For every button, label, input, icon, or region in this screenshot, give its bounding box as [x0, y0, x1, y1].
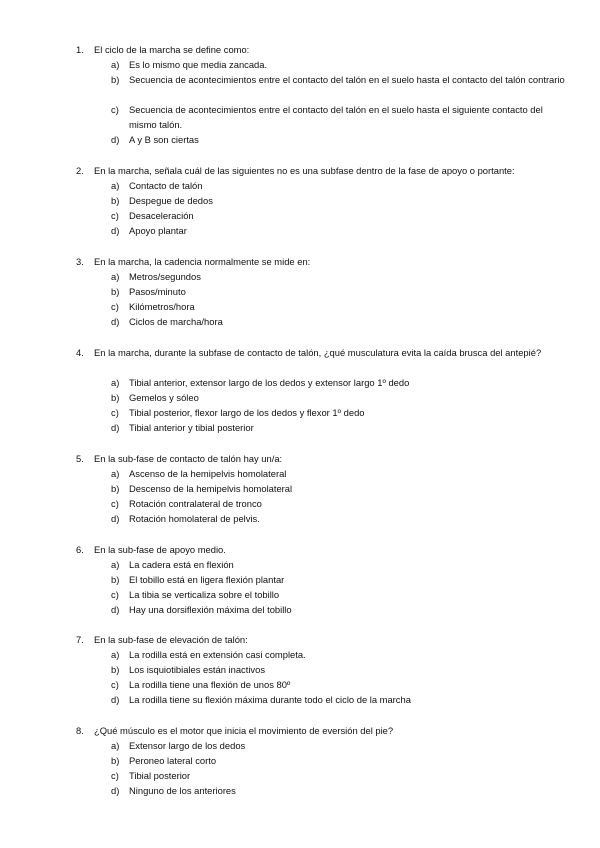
option-b [0, 72, 600, 102]
option-d [0, 420, 600, 435]
question-line [0, 723, 600, 738]
option-c [0, 768, 600, 783]
option-label: a) [111, 180, 120, 191]
option-label: d) [111, 694, 120, 705]
question-number: 3. [76, 256, 84, 267]
question-number: 7. [76, 634, 84, 645]
question-6 [0, 542, 600, 617]
option-text: Hay una dorsiflexión máxima del tobillo [129, 604, 292, 615]
option-label: b) [111, 286, 120, 297]
option-text: Tibial posterior [129, 770, 191, 781]
option-c [0, 102, 600, 132]
option-label: c) [111, 407, 119, 418]
question-number: 5. [76, 453, 84, 464]
option-text: Ciclos de marcha/hora [129, 316, 223, 327]
option-c [0, 587, 600, 602]
option-d [0, 783, 600, 798]
option-label: b) [111, 74, 120, 85]
question-1 [0, 42, 600, 147]
question-3 [0, 254, 600, 329]
option-text: Ninguno de los anteriores [129, 785, 236, 796]
question-line [0, 42, 600, 57]
option-text: El tobillo está en ligera flexión plantar [129, 574, 285, 585]
option-text: Secuencia de acontecimientos entre el contacto del talón en el suelo hasta el contacto del talón contrario [129, 74, 565, 85]
option-d [0, 692, 600, 707]
option-a [0, 466, 600, 481]
option-label: a) [111, 468, 120, 479]
question-5 [0, 451, 600, 526]
question-7 [0, 632, 600, 707]
option-label: b) [111, 483, 120, 494]
option-label: d) [111, 316, 120, 327]
question-4 [0, 345, 600, 435]
option-text: Los isquiotibiales están inactivos [129, 664, 266, 675]
option-c [0, 405, 600, 420]
option-text: Peroneo lateral corto [129, 755, 217, 766]
question-8 [0, 723, 600, 798]
option-label: c) [111, 498, 119, 509]
option-b [0, 390, 600, 405]
option-label: a) [111, 271, 120, 282]
option-b [0, 481, 600, 496]
question-number: 6. [76, 544, 84, 555]
option-label: d) [111, 513, 120, 524]
question-text: En la sub-fase de apoyo medio. [94, 544, 226, 555]
option-text: Gemelos y sóleo [129, 392, 199, 403]
option-b [0, 284, 600, 299]
option-label: c) [111, 679, 119, 690]
option-text: A y B son ciertas [129, 134, 199, 145]
option-text: Pasos/minuto [129, 286, 186, 297]
option-a [0, 57, 600, 72]
question-number: 4. [76, 347, 84, 358]
question-line [0, 542, 600, 557]
option-d [0, 223, 600, 238]
question-text: ¿Qué músculo es el motor que inicia el movimiento de eversión del pie? [94, 725, 394, 736]
option-label: b) [111, 755, 120, 766]
option-text: Desaceleración [129, 210, 194, 221]
option-text: Tibial posterior, flexor largo de los dedos y flexor 1º dedo [129, 407, 365, 418]
option-text: Kilómetros/hora [129, 301, 195, 312]
option-label: a) [111, 559, 120, 570]
option-c [0, 677, 600, 692]
option-label: c) [111, 770, 119, 781]
option-text: La rodilla tiene su flexión máxima durante todo el ciclo de la marcha [129, 694, 411, 705]
option-label: a) [111, 377, 120, 388]
option-text: Es lo mismo que media zancada. [129, 59, 268, 70]
option-label: b) [111, 574, 120, 585]
question-text: En la marcha, señala cuál de las siguientes no es una subfase dentro de la fase de apoyo o portante: [94, 165, 515, 176]
option-c [0, 496, 600, 511]
option-b [0, 662, 600, 677]
option-b [0, 753, 600, 768]
option-text: Metros/segundos [129, 271, 201, 282]
option-label: d) [111, 422, 120, 433]
option-d [0, 132, 600, 147]
option-label: d) [111, 604, 120, 615]
question-text: En la marcha, la cadencia normalmente se mide en: [94, 256, 311, 267]
option-a [0, 647, 600, 662]
option-b [0, 193, 600, 208]
option-d [0, 511, 600, 526]
option-d [0, 602, 600, 617]
option-label: d) [111, 785, 120, 796]
question-text: El ciclo de la marcha se define como: [94, 44, 250, 55]
question-line [0, 163, 600, 178]
question-number: 1. [76, 44, 84, 55]
question-text: En la sub-fase de elevación de talón: [94, 634, 248, 645]
option-text: Contacto de talón [129, 180, 203, 191]
option-label: c) [111, 104, 119, 115]
option-text: Extensor largo de los dedos [129, 740, 246, 751]
option-text: Tibial anterior, extensor largo de los dedos y extensor largo 1º dedo [129, 377, 410, 388]
option-text: Descenso de la hemipelvis homolateral [129, 483, 293, 494]
question-line [0, 632, 600, 647]
option-text: Rotación homolateral de pelvis. [129, 513, 260, 524]
option-text: Despegue de dedos [129, 195, 213, 206]
option-a [0, 557, 600, 572]
option-a [0, 269, 600, 284]
option-a [0, 178, 600, 193]
option-label: b) [111, 664, 120, 675]
option-label: b) [111, 392, 120, 403]
question-number: 8. [76, 725, 84, 736]
option-text: La tibia se verticaliza sobre el tobillo [129, 589, 280, 600]
question-line [0, 345, 600, 375]
option-text: La rodilla tiene una flexión de unos 80º [129, 679, 291, 690]
question-2 [0, 163, 600, 238]
option-label: c) [111, 301, 119, 312]
question-line [0, 451, 600, 466]
option-label: d) [111, 134, 120, 145]
option-label: a) [111, 59, 120, 70]
option-label: c) [111, 210, 119, 221]
option-label: d) [111, 225, 120, 236]
option-a [0, 375, 600, 390]
option-text: La cadera está en flexión [129, 559, 234, 570]
option-b [0, 572, 600, 587]
question-text: En la marcha, durante la subfase de contacto de talón, ¿qué musculatura evita la caída brusca del antepié? [94, 347, 542, 358]
option-c [0, 208, 600, 223]
option-d [0, 314, 600, 329]
option-label: b) [111, 195, 120, 206]
option-text: Apoyo plantar [129, 225, 187, 236]
option-text: Tibial anterior y tibial posterior [129, 422, 254, 433]
option-label: a) [111, 740, 120, 751]
question-line [0, 254, 600, 269]
option-c [0, 299, 600, 314]
question-text: En la sub-fase de contacto de talón hay un/a: [94, 453, 283, 464]
option-a [0, 738, 600, 753]
option-label: c) [111, 589, 119, 600]
option-text: Rotación contralateral de tronco [129, 498, 262, 509]
question-number: 2. [76, 165, 84, 176]
option-text: La rodilla está en extensión casi completa. [129, 649, 306, 660]
option-text: Secuencia de acontecimientos entre el contacto del talón en el suelo hasta el siguiente contacto del mismo talón. [129, 104, 543, 130]
option-label: a) [111, 649, 120, 660]
option-text: Ascenso de la hemipelvis homolateral [129, 468, 287, 479]
